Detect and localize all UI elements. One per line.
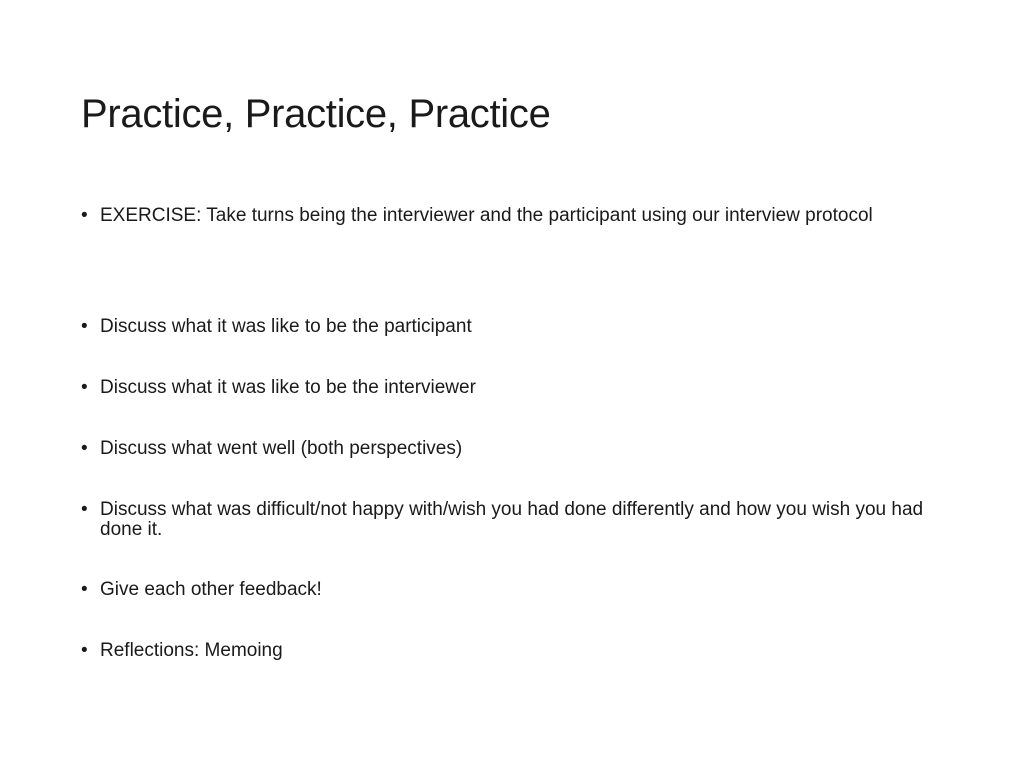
list-item — [81, 317, 951, 337]
bullet-icon: • — [81, 377, 88, 398]
bullet-text: EXERCISE: Take turns being the interviewer and the participant using our interview protocol — [100, 205, 873, 226]
bullet-icon: • — [81, 316, 88, 337]
bullet-text: Discuss what it was like to be the participant — [100, 316, 472, 337]
bullet-text: Discuss what went well (both perspectives) — [100, 438, 463, 459]
bullet-text: Give each other feedback! — [100, 579, 322, 600]
bullet-text: Discuss what it was like to be the interviewer — [100, 377, 476, 398]
list-item — [81, 378, 951, 398]
bullet-icon: • — [81, 438, 88, 459]
bullet-icon: • — [81, 640, 88, 661]
bullet-icon: • — [81, 579, 88, 600]
bullet-text: Discuss what was difficult/not happy with/wish you had done differently and how you wish you had done it. — [100, 499, 924, 540]
bullet-icon: • — [81, 499, 88, 520]
list-item — [81, 641, 951, 661]
bullet-icon: • — [81, 205, 88, 226]
slide-title: Practice, Practice, Practice — [81, 92, 551, 136]
list-item — [81, 439, 951, 459]
list-item — [81, 206, 951, 226]
list-item — [81, 580, 951, 600]
list-item — [81, 500, 951, 540]
bullet-text: Reflections: Memoing — [100, 640, 283, 661]
